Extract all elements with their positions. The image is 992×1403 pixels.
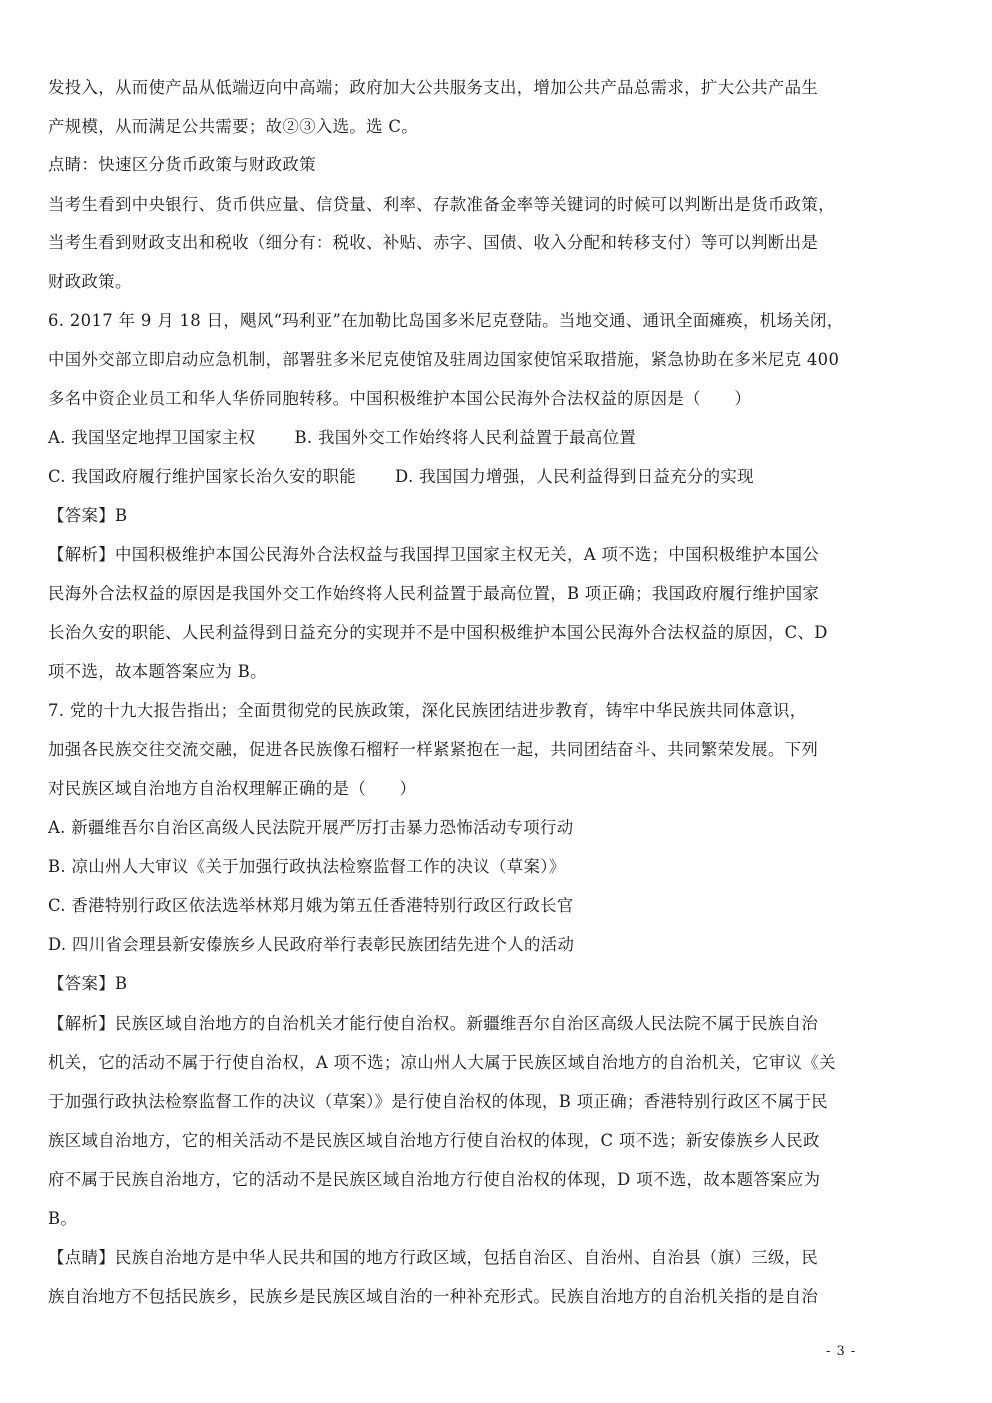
question-7-tip: 【点睛】民族自治地方是中华人民共和国的地方行政区域，包括自治区、自治州、自治县（旗）三级，民 bbox=[48, 1248, 819, 1267]
text-line: 当考生看到中央银行、货币供应量、信贷量、利率、存款准备金率等关键词的时候可以判断出是货币政策， bbox=[48, 195, 835, 214]
question-7-option-d: D. 四川省会理县新安傣族乡人民政府举行表彰民族团结先进个人的活动 bbox=[48, 935, 575, 954]
text-line: 产规模，从而满足公共需要；故②③入选。选 C。 bbox=[48, 117, 419, 136]
question-7-tip: 族自治地方不包括民族乡，民族乡是民族区域自治的一种补充形式。民族自治地方的自治机关指的是自治 bbox=[48, 1287, 819, 1306]
question-7-stem: 对民族区域自治地方自治权理解正确的是（ ） bbox=[48, 779, 417, 798]
question-6-options: A. 我国坚定地捍卫国家主权 B. 我国外交工作始终将人民利益置于最高位置 bbox=[48, 428, 637, 447]
question-6-stem: 6. 2017 年 9 月 18 日，飓风“玛利亚”在加勒比岛国多米尼克登陆。当地交通、通讯全面瘫痪，机场关闭， bbox=[48, 311, 844, 330]
question-7-analysis: 【解析】民族区域自治地方的自治机关才能行使自治权。新疆维吾尔自治区高级人民法院不属于民族自治 bbox=[48, 1014, 819, 1033]
question-7-analysis: 族区域自治地方，它的相关活动不是民族区域自治地方行使自治权的体现，C 项不选；新安傣族乡人民政 bbox=[48, 1131, 820, 1150]
question-6-analysis: 长治久安的职能、人民利益得到日益充分的实现并不是中国积极维护本国公民海外合法权益的原因，C、D bbox=[48, 623, 828, 642]
question-7-analysis: B。 bbox=[48, 1209, 78, 1228]
question-7-analysis: 府不属于民族自治地方，它的活动不是民族区域自治地方行使自治权的体现，D 项不选，故本题答案应为 bbox=[48, 1170, 821, 1189]
question-6-analysis: 项不选，故本题答案应为 B。 bbox=[48, 662, 267, 681]
text-line: 当考生看到财政支出和税收（细分有：税收、补贴、赤字、国债、收入分配和转移支付）等可以判断出是 bbox=[48, 233, 819, 252]
question-7-analysis: 于加强行政执法检察监督工作的决议（草案）》是行使自治权的体现，B 项正确；香港特别行政区不属于民 bbox=[48, 1092, 828, 1111]
question-6-options: C. 我国政府履行维护国家长治久安的职能 D. 我国国力增强，人民利益得到日益充分的实现 bbox=[48, 467, 754, 486]
question-7-option-a: A. 新疆维吾尔自治区高级人民法院开展严厉打击暴力恐怖活动专项行动 bbox=[48, 818, 574, 837]
question-7-stem: 加强各民族交往交流交融，促进各民族像石榴籽一样紧紧抱在一起，共同团结奋斗、共同繁荣发展。下列 bbox=[48, 740, 819, 759]
question-6-analysis: 民海外合法权益的原因是我国外交工作始终将人民利益置于最高位置，B 项正确；我国政府履行维护国家 bbox=[48, 584, 820, 603]
question-7-stem: 7. 党的十九大报告指出；全面贯彻党的民族政策，深化民族团结进步教育，铸牢中华民族共同体意识， bbox=[48, 701, 807, 720]
question-6-stem: 多名中资企业员工和华人华侨同胞转移。中国积极维护本国公民海外合法权益的原因是（ ） bbox=[48, 389, 752, 408]
question-7-answer: 【答案】B bbox=[48, 974, 128, 993]
text-line: 点睛：快速区分货币政策与财政政策 bbox=[48, 155, 316, 174]
text-line: 发投入，从而使产品从低端迈向中高端；政府加大公共服务支出，增加公共产品总需求，扩大公共产品生 bbox=[48, 78, 819, 97]
question-7-analysis: 机关，它的活动不属于行使自治权，A 项不选；凉山州人大属于民族区域自治地方的自治机关，它审议《关 bbox=[48, 1053, 836, 1072]
page-number: - 3 - bbox=[826, 1344, 857, 1359]
question-7-option-c: C. 香港特别行政区依法选举林郑月娥为第五任香港特别行政区行政长官 bbox=[48, 896, 574, 915]
question-6-answer: 【答案】B bbox=[48, 506, 128, 525]
question-6-stem: 中国外交部立即启动应急机制，部署驻多米尼克使馆及驻周边国家使馆采取措施，紧急协助在多米尼克 400 bbox=[48, 350, 840, 369]
text-line: 财政政策。 bbox=[48, 272, 132, 291]
question-7-option-b: B. 凉山州人大审议《关于加强行政执法检察监督工作的决议（草案）》 bbox=[48, 857, 566, 876]
question-6-analysis: 【解析】中国积极维护本国公民海外合法权益与我国捍卫国家主权无关，A 项不选；中国积极维护本国公 bbox=[48, 545, 820, 564]
